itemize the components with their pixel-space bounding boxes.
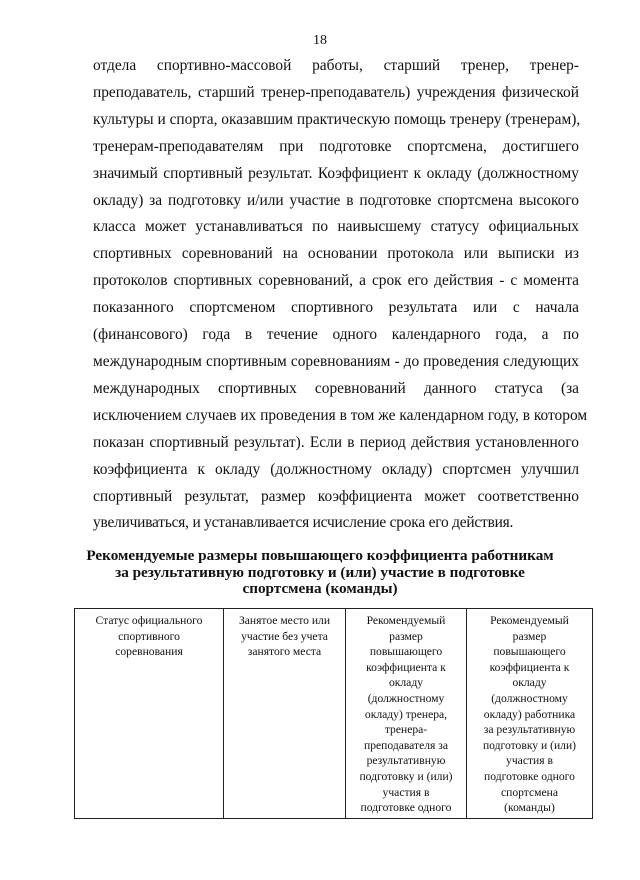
table-title [60, 548, 580, 598]
header-cell-worker-coefficient [467, 609, 593, 819]
header-cell-text: Занятое место или участие без учета занятого места [238, 614, 331, 659]
header-cell-text: Статус официального спортивного соревнования [95, 614, 203, 659]
table-title-line: за результативную подготовку и (или) участие в подготовке [115, 563, 525, 581]
paragraph-line: коэффициента к окладу (должностному окладу) спортсмен улучшил [93, 460, 579, 478]
paragraph-line: увеличиваться, и устанавливается исчисление срока его действия. [93, 514, 514, 532]
header-cell-text: Рекомендуемый размер повышающего коэффициента к окладу (должностному окладу) работника за результативную подготовку и (или) участия в подготовке одного спортсмена (команды) [482, 614, 577, 815]
paragraph-line: спортивных соревнований на основании протокола или выписки из [93, 245, 579, 263]
paragraph-line: класса может устанавливаться по наивысшему статусу официальных [93, 218, 579, 236]
table-header-row [75, 609, 593, 819]
paragraph-line: отдела спортивно-массовой работы, старший тренер, тренер- [93, 57, 579, 74]
paragraph-line: международным спортивным соревнованиям - до проведения следующих [93, 352, 579, 370]
paragraph-line: международных спортивных соревнований данного статуса (за [93, 379, 579, 397]
paragraph-line: показан спортивный результат). Если в период действия установленного [93, 433, 579, 451]
body-paragraph [93, 53, 588, 537]
paragraph-line: исключением случаев их проведения в том же календарном году, в котором [93, 406, 588, 424]
page-number: 18 [313, 33, 327, 48]
paragraph-line: протоколов спортивных соревнований, а срок его действия - с момента [93, 272, 579, 290]
header-cell-place-taken [224, 609, 346, 819]
paragraph-line: культуры и спорта, оказавшим практическую помощь тренеру (тренерам), [93, 110, 581, 128]
table-title-line: Рекомендуемые размеры повышающего коэффициента работникам [86, 547, 554, 564]
paragraph-line: спортивный результат, размер коэффициента может соответственно [93, 487, 579, 505]
table-title-line: спортсмена (команды) [242, 580, 398, 597]
paragraph-line: окладу) за подготовку и/или участие в подготовке спортсмена высокого [93, 191, 579, 209]
coefficient-table [74, 608, 593, 819]
paragraph-line: тренерам-преподавателям при подготовке спортсмена, достигшего [93, 137, 579, 155]
header-cell-competition-status [75, 609, 224, 819]
header-cell-text: Рекомендуемый размер повышающего коэффициента к окладу (должностному окладу) тренера, тренера- преподавателя за результативную подготовку и (или) участия в подготовке одного [359, 614, 453, 815]
paragraph-line: значимый спортивный результат. Коэффициент к окладу (должностному [93, 164, 579, 182]
paragraph-line: преподаватель, старший тренер-преподаватель) учреждения физической [93, 83, 579, 101]
paragraph-line: показанного спортсменом спортивного результата или с начала [93, 299, 579, 317]
paragraph-line: (финансового) года в течение одного календарного года, а по [93, 326, 579, 344]
header-cell-coach-coefficient [346, 609, 467, 819]
